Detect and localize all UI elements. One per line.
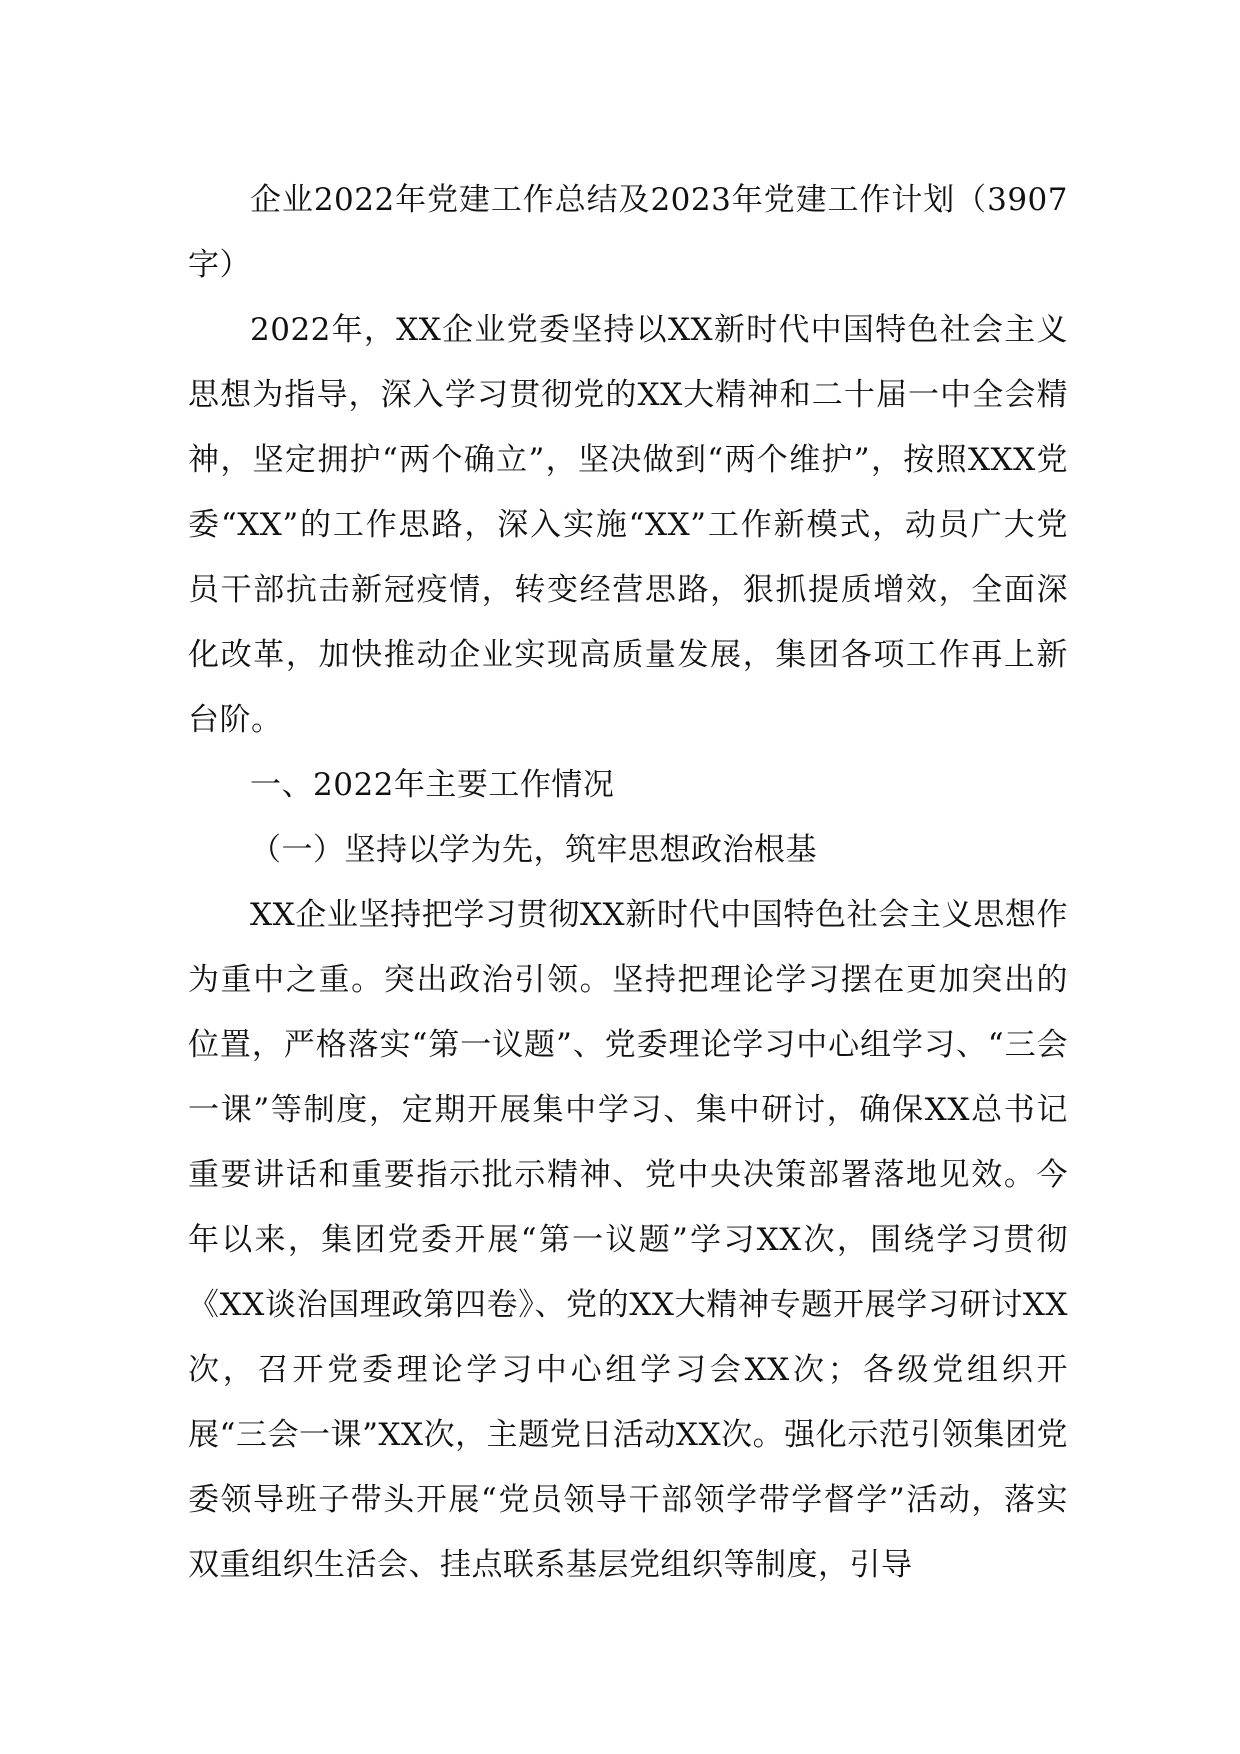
paragraph-study: XX企业坚持把学习贯彻XX新时代中国特色社会主义思想作为重中之重。突出政治引领。坚持把理论学习摆在更加突出的位置，严格落实“第一议题”、党委理论学习中心组学习、“三会一课”等制度，定期开展集中学习、集中研讨，确保XX总书记重要讲话和重要指示批示精神、党中央决策部署落地见效。今年以来，集团党委开展“第一议题”学习XX次，围绕学习贯彻《XX谈治国理政第四卷》、党的XX大精神专题开展学习研讨XX次，召开党委理论学习中心组学习会XX次；各级党组织开展“三会一课”XX次，主题党日活动XX次。强化示范引领集团党委领导班子带头开展“党员领导干部领学带学督学”活动，落实双重组织生活会、挂点联系基层党组织等制度，引导 bbox=[188, 897, 1068, 1583]
section-heading-1: 一、2022年主要工作情况 bbox=[250, 767, 615, 803]
subsection-heading-1: （一）坚持以学为先，筑牢思想政治根基 bbox=[250, 832, 817, 868]
document-body bbox=[188, 168, 1068, 1598]
document-title: 企业2022年党建工作总结及2023年党建工作计划（3907字） bbox=[188, 182, 1068, 283]
paragraph-intro: 2022年，XX企业党委坚持以XX新时代中国特色社会主义思想为指导，深入学习贯彻党的XX大精神和二十届一中全会精神，坚定拥护“两个确立”，坚决做到“两个维护”，按照XXX党委“XX”的工作思路，深入实施“XX”工作新模式，动员广大党员干部抗击新冠疫情，转变经营思路，狠抓提质增效，全面深化改革，加快推动企业实现高质量发展，集团各项工作再上新台阶。 bbox=[188, 312, 1068, 738]
